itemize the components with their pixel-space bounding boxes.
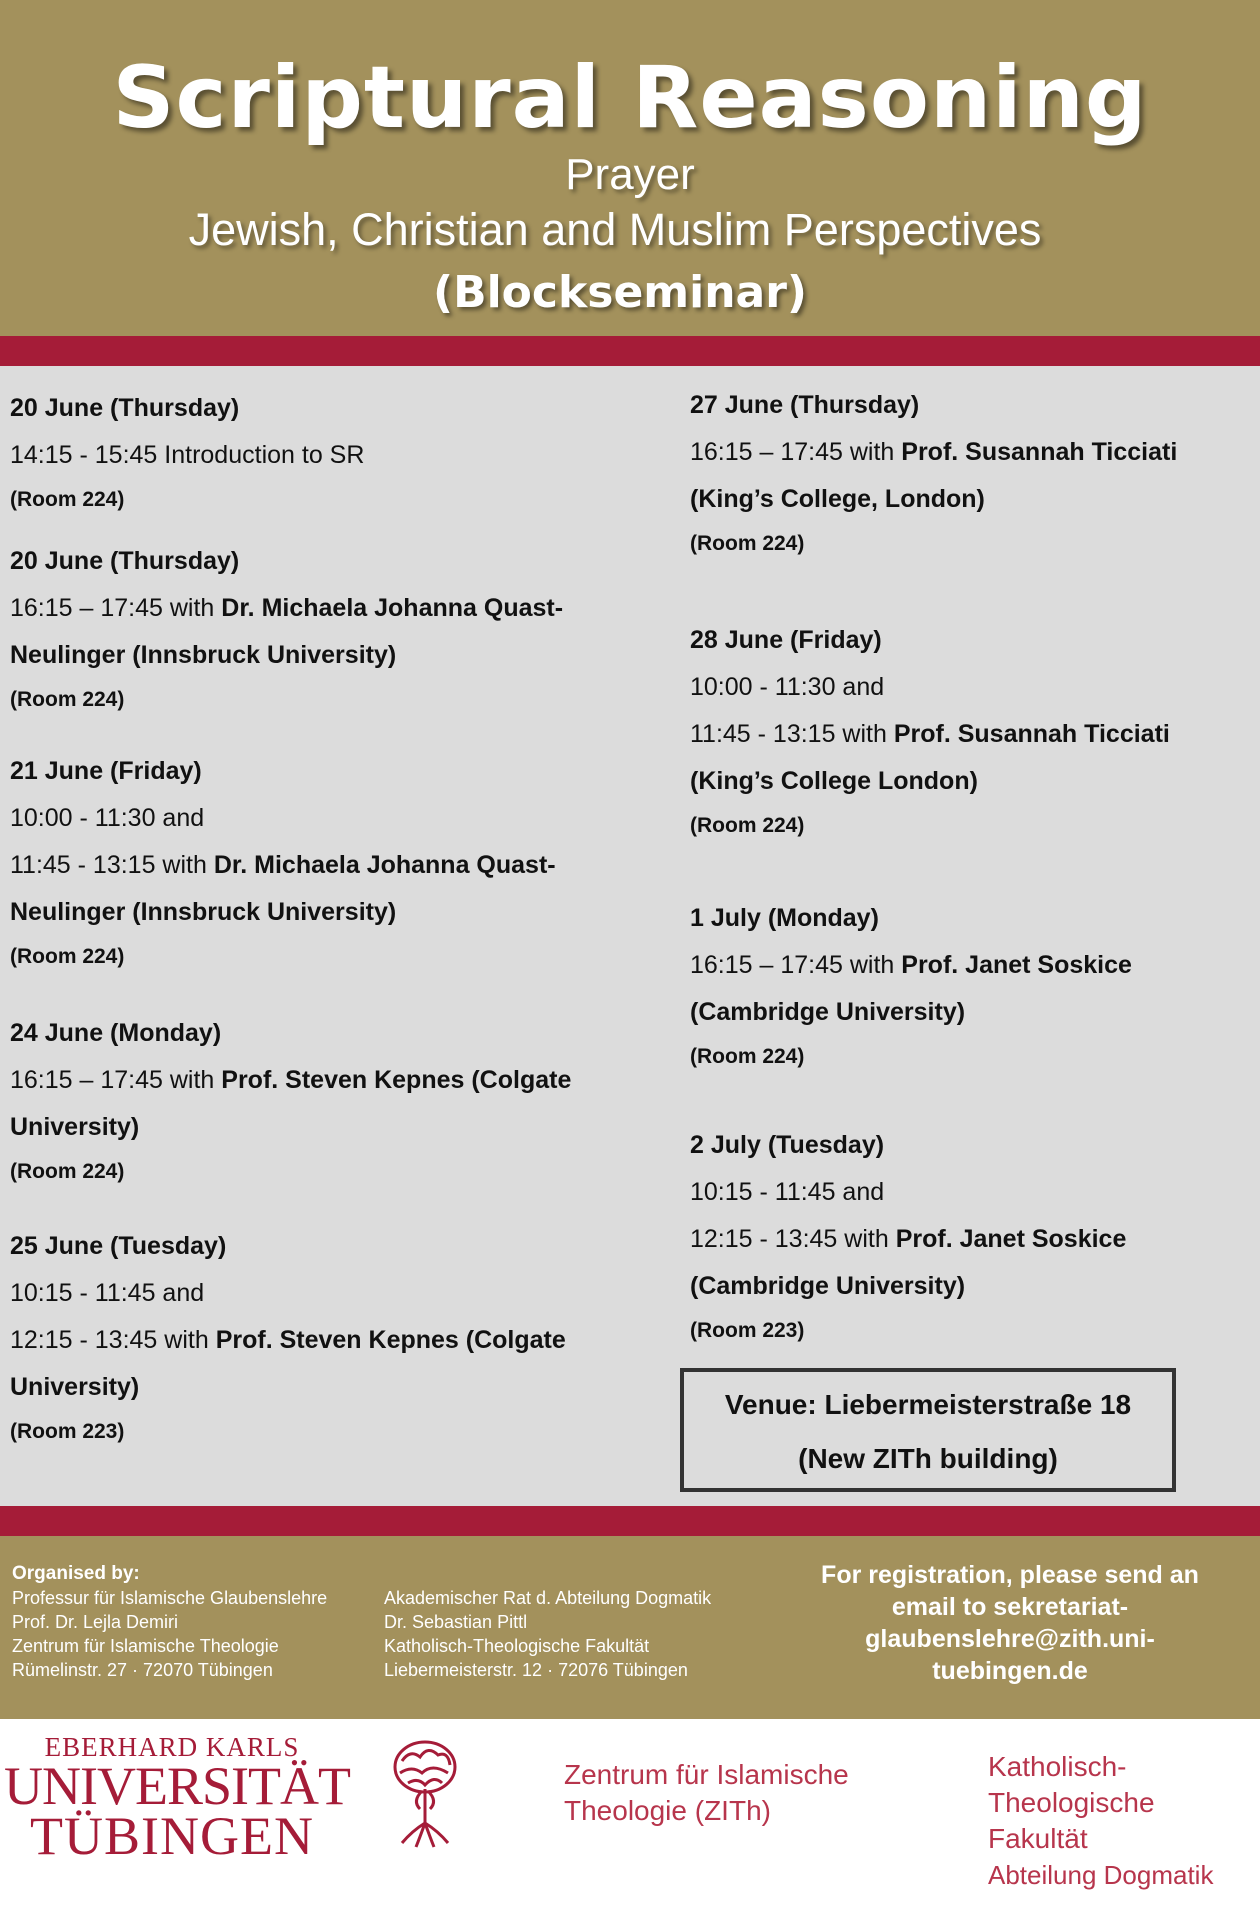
- event-speaker: Prof. Susannah Ticciati: [893, 720, 1170, 748]
- event-line: [10, 795, 670, 842]
- logo-strip: [0, 1719, 1260, 1909]
- organiser-2-line: Dr. Sebastian Pittl: [384, 1612, 528, 1632]
- event-line: [690, 476, 1250, 523]
- event-speaker: (King’s College, London): [690, 485, 985, 513]
- event-time: 12:15 - 13:45 with: [690, 1225, 896, 1253]
- venue-address: Venue: Liebermeisterstraße 18: [724, 1389, 1132, 1420]
- event-speaker: (Cambridge University): [690, 998, 966, 1026]
- venue-building: (New ZITh building): [798, 1443, 1058, 1474]
- divider-bottom: [0, 1506, 1260, 1536]
- schedule-event: [10, 1223, 670, 1453]
- faculty-logo-line: Theologische: [988, 1787, 1155, 1818]
- event-line: [10, 632, 670, 679]
- event-line: [10, 842, 670, 889]
- event-speaker: Prof. Steven Kepnes (Colgate: [221, 1066, 572, 1094]
- university-logo-line: EBERHARD KARLS: [44, 1732, 300, 1762]
- event-line: [690, 1169, 1250, 1216]
- event-line: [690, 989, 1250, 1036]
- subtitle-topic: Prayer: [565, 150, 695, 199]
- event-speaker: Prof. Susannah Ticciati: [901, 438, 1178, 466]
- venue-box: [680, 1368, 1176, 1492]
- organiser-1: [12, 1562, 327, 1682]
- organiser-1-line: Rümelinstr. 27 · 72070 Tübingen: [12, 1660, 273, 1680]
- event-time: 11:45 - 13:15 with: [10, 851, 214, 879]
- faculty-logo: [988, 1749, 1213, 1893]
- event-room: (Room 224): [10, 688, 125, 711]
- event-room: (Room 224): [10, 945, 125, 968]
- event-speaker: Dr. Michaela Johanna Quast-: [221, 594, 564, 622]
- faculty-logo-line: Abteilung Dogmatik: [988, 1860, 1214, 1890]
- event-date: 20 June (Thursday): [10, 547, 240, 575]
- organiser-2-line: Liebermeisterstr. 12 · 72076 Tübingen: [384, 1660, 688, 1680]
- event-speaker: Prof. Steven Kepnes (Colgate: [215, 1326, 566, 1354]
- event-speaker: Neulinger (Innsbruck University): [10, 898, 397, 926]
- organised-by-label: Organised by:: [12, 1563, 140, 1584]
- header-banner: [0, 0, 1260, 336]
- schedule-panel: [0, 366, 1260, 1506]
- event-date: 25 June (Tuesday): [10, 1232, 227, 1260]
- event-time: 14:15 - 15:45 Introduction to SR: [10, 441, 365, 469]
- registration-email[interactable]: glaubenslehre@zith.uni-: [865, 1625, 1155, 1653]
- event-speaker: Dr. Michaela Johanna Quast-: [213, 851, 556, 879]
- organiser-1-line: Professur für Islamische Glaubenslehre: [12, 1588, 328, 1608]
- event-time: 11:45 - 13:15 with: [690, 720, 894, 748]
- event-time: 16:15 – 17:45 with: [690, 438, 902, 466]
- organiser-1-line: Prof. Dr. Lejla Demiri: [12, 1612, 179, 1632]
- event-date: 2 July (Tuesday): [690, 1131, 885, 1159]
- registration-line: email to sekretariat-: [891, 1593, 1129, 1621]
- page-title: Scriptural Reasoning: [112, 48, 1148, 148]
- event-room: (Room 223): [10, 1420, 125, 1443]
- footer-banner: [0, 1536, 1260, 1719]
- event-line: [10, 432, 670, 479]
- registration-line: For registration, please send an: [821, 1561, 1199, 1589]
- event-line: [690, 664, 1250, 711]
- event-time: 12:15 - 13:45 with: [10, 1326, 216, 1354]
- event-room: (Room 224): [10, 488, 125, 511]
- event-time: 16:15 – 17:45 with: [10, 594, 222, 622]
- event-line: [10, 1270, 670, 1317]
- subtitle-perspectives: Jewish, Christian and Muslim Perspectives: [188, 204, 1042, 255]
- university-logo-line: TÜBINGEN: [30, 1806, 314, 1866]
- event-date: 27 June (Thursday): [690, 391, 920, 419]
- event-time: 10:15 - 11:45 and: [690, 1178, 885, 1206]
- event-date: 20 June (Thursday): [10, 394, 240, 422]
- event-time: 16:15 – 17:45 with: [10, 1066, 222, 1094]
- schedule-event: [10, 385, 670, 521]
- organiser-2: [384, 1586, 711, 1682]
- university-logo-line: UNIVERSITÄT: [4, 1756, 350, 1816]
- registration-email[interactable]: tuebingen.de: [932, 1657, 1088, 1685]
- event-speaker: University): [10, 1373, 140, 1401]
- event-line: [10, 1104, 670, 1151]
- schedule-event: [10, 748, 670, 978]
- event-room: (Room 223): [690, 1319, 805, 1342]
- event-speaker: (Cambridge University): [690, 1272, 966, 1300]
- event-line: [10, 1317, 670, 1364]
- schedule-event: [690, 382, 1250, 565]
- divider-top: [0, 336, 1260, 366]
- event-line: [690, 1216, 1250, 1263]
- registration-info: [800, 1559, 1220, 1687]
- schedule-event: [690, 617, 1250, 847]
- faculty-logo-line: Fakultät: [988, 1823, 1088, 1854]
- schedule-event: [10, 538, 670, 721]
- event-date: 28 June (Friday): [690, 626, 882, 654]
- event-speaker: Neulinger (Innsbruck University): [10, 641, 397, 669]
- event-speaker: (King’s College London): [690, 767, 978, 795]
- format-label: (Blockseminar): [432, 267, 808, 318]
- organiser-2-line: Akademischer Rat d. Abteilung Dogmatik: [384, 1588, 712, 1608]
- schedule-event: [690, 1122, 1250, 1352]
- schedule-event: [10, 1010, 670, 1193]
- event-line: [690, 429, 1250, 476]
- university-logo: [4, 1732, 350, 1866]
- event-line: [690, 758, 1250, 805]
- event-room: (Room 224): [690, 532, 805, 555]
- event-speaker: Prof. Janet Soskice: [901, 951, 1132, 979]
- zith-logo-line: Zentrum für Islamische: [564, 1759, 849, 1790]
- zith-logo: [564, 1757, 849, 1829]
- tree-icon: [390, 1739, 460, 1851]
- event-speaker: Prof. Janet Soskice: [895, 1225, 1127, 1253]
- event-room: (Room 224): [10, 1160, 125, 1183]
- event-line: [690, 711, 1250, 758]
- event-date: 1 July (Monday): [690, 904, 879, 932]
- event-time: 10:15 - 11:45 and: [10, 1279, 205, 1307]
- event-line: [10, 889, 670, 936]
- event-time: 10:00 - 11:30 and: [690, 673, 885, 701]
- event-time: 10:00 - 11:30 and: [10, 804, 205, 832]
- zith-logo-line: Theologie (ZITh): [564, 1795, 771, 1826]
- schedule-event: [690, 895, 1250, 1078]
- event-date: 24 June (Monday): [10, 1019, 222, 1047]
- event-room: (Room 224): [690, 814, 805, 837]
- event-date: 21 June (Friday): [10, 757, 202, 785]
- organiser-1-line: Zentrum für Islamische Theologie: [12, 1636, 279, 1656]
- event-line: [10, 1364, 670, 1411]
- organiser-2-line: Katholisch-Theologische Fakultät: [384, 1636, 650, 1656]
- faculty-logo-line: Katholisch-: [988, 1751, 1127, 1782]
- event-line: [690, 942, 1250, 989]
- event-speaker: University): [10, 1113, 140, 1141]
- event-line: [10, 1057, 670, 1104]
- event-line: [10, 585, 670, 632]
- event-room: (Room 224): [690, 1045, 805, 1068]
- event-time: 16:15 – 17:45 with: [690, 951, 902, 979]
- event-line: [690, 1263, 1250, 1310]
